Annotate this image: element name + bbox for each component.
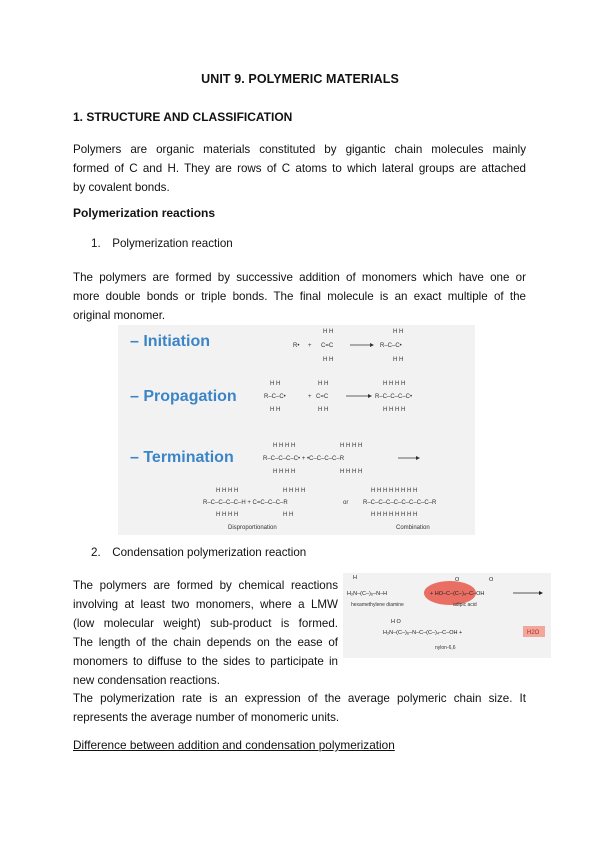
text-line: (low molecular weight) sub-product is formed. bbox=[73, 617, 338, 630]
svg-text:H H: H H bbox=[393, 329, 404, 335]
text-line: The polymers are formed by chemical reactions bbox=[73, 579, 338, 592]
svg-text:+ HO–C–(C–)₄–C–OH: + HO–C–(C–)₄–C–OH bbox=[430, 591, 485, 597]
rate-paragraph bbox=[73, 689, 526, 727]
condensation-scheme bbox=[343, 573, 551, 658]
svg-text:H H: H H bbox=[270, 407, 281, 413]
svg-text:H H H H: H H H H bbox=[340, 469, 363, 475]
addition-paragraph bbox=[73, 268, 526, 325]
text-line: The polymerization rate is an expression of the average polymeric chain size. It bbox=[73, 692, 526, 705]
text-line: The polymers are formed by successive addition of monomers which have one or bbox=[73, 271, 526, 284]
svg-text:R–C–C–C–C–H + C=C–C–C–R: R–C–C–C–C–H + C=C–C–C–R bbox=[203, 500, 288, 506]
page-title: UNIT 9. POLYMERIC MATERIALS bbox=[201, 72, 399, 86]
addition-polymerization-figure bbox=[118, 325, 475, 535]
svg-text:H H: H H bbox=[323, 329, 334, 335]
svg-text:R•: R• bbox=[293, 343, 300, 349]
svg-text:R–C–C•: R–C–C• bbox=[380, 343, 402, 349]
svg-text:H H H H: H H H H bbox=[273, 469, 296, 475]
svg-text:H H: H H bbox=[323, 357, 334, 363]
svg-text:H H: H H bbox=[393, 357, 404, 363]
list-label: Condensation polymerization reaction bbox=[112, 546, 307, 559]
svg-text:R–C–C–C–C• + •C–C–C–C–R: R–C–C–C–C• + •C–C–C–C–R bbox=[263, 456, 345, 462]
condensation-paragraph bbox=[73, 576, 338, 690]
difference-heading: Difference between addition and condensation polymerization bbox=[73, 738, 395, 752]
svg-text:H₂N–(C–)₆–N–H: H₂N–(C–)₆–N–H bbox=[347, 591, 388, 597]
hexamethylene-label: hexamethylene diamine bbox=[351, 602, 404, 608]
condensation-reaction-figure bbox=[343, 573, 551, 658]
svg-text:R–C–C–C–C•: R–C–C–C–C• bbox=[375, 394, 413, 400]
svg-text:H: H bbox=[353, 575, 357, 581]
svg-text:O: O bbox=[455, 577, 460, 583]
svg-text:H₂N–(C–)₆–N–C–(C–)₄–C–OH +: H₂N–(C–)₆–N–C–(C–)₄–C–OH + bbox=[383, 630, 463, 636]
stage-initiation: – Initiation bbox=[130, 333, 210, 350]
text-line: new condensation reactions. bbox=[73, 674, 220, 687]
stage-termination: – Termination bbox=[130, 449, 234, 466]
text-line: monomers to diffuse to the sides to participate in bbox=[73, 655, 338, 668]
intro-paragraph bbox=[73, 140, 526, 197]
svg-text:H H H H: H H H H bbox=[383, 381, 406, 387]
svg-text:H O: H O bbox=[391, 619, 401, 625]
section-heading: 1. STRUCTURE AND CLASSIFICATION bbox=[73, 110, 293, 124]
svg-text:H H: H H bbox=[283, 512, 294, 518]
text-line: represents the average number of monomeric units. bbox=[73, 711, 340, 724]
list-item bbox=[91, 237, 233, 250]
reaction-schemes bbox=[118, 325, 475, 535]
text-line: original monomer. bbox=[73, 309, 166, 322]
svg-text:H H H H H H H H: H H H H H H H H bbox=[371, 488, 418, 494]
svg-text:+: + bbox=[308, 394, 312, 400]
svg-text:H H H H: H H H H bbox=[340, 443, 363, 449]
svg-text:H H H H: H H H H bbox=[216, 488, 239, 494]
svg-text:H H H H: H H H H bbox=[383, 407, 406, 413]
nylon-label: nylon-6,6 bbox=[435, 645, 456, 651]
list-number: 2. bbox=[91, 546, 101, 559]
text-line: The length of the chain depends on the ease of bbox=[73, 636, 338, 649]
subsection-heading: Polymerization reactions bbox=[73, 206, 216, 220]
or-label: or bbox=[343, 500, 349, 506]
svg-text:+: + bbox=[308, 343, 312, 349]
svg-text:C=C: C=C bbox=[321, 343, 334, 349]
svg-text:H H H H: H H H H bbox=[273, 443, 296, 449]
svg-text:R–C–C•: R–C–C• bbox=[264, 394, 286, 400]
svg-text:H H: H H bbox=[270, 381, 281, 387]
water-label: H2O bbox=[527, 630, 540, 636]
adipic-label: adipic acid bbox=[453, 602, 477, 608]
svg-text:R–C–C–C–C–C–C–C–C–R: R–C–C–C–C–C–C–C–C–R bbox=[363, 500, 437, 506]
svg-text:H H H H: H H H H bbox=[283, 488, 306, 494]
text-line: formed of C and H. They are rows of C atoms to which lateral groups are attached bbox=[73, 162, 526, 175]
disproportionation-label: Disproportionation bbox=[228, 525, 277, 531]
svg-text:C=C: C=C bbox=[316, 394, 329, 400]
svg-text:H H: H H bbox=[318, 407, 329, 413]
text-line: Polymers are organic materials constituted by gigantic chain molecules mainly bbox=[73, 143, 526, 156]
svg-text:H H H H H H H H: H H H H H H H H bbox=[371, 512, 418, 518]
list-number: 1. bbox=[91, 237, 101, 250]
svg-text:H H: H H bbox=[318, 381, 329, 387]
text-line: by covalent bonds. bbox=[73, 181, 170, 194]
list-label: Polymerization reaction bbox=[112, 237, 233, 250]
combination-label: Combination bbox=[396, 525, 430, 531]
text-line: more double bonds or triple bonds. The final molecule is an exact multiple of the bbox=[73, 290, 526, 303]
svg-text:O: O bbox=[489, 577, 494, 583]
stage-propagation: – Propagation bbox=[130, 388, 237, 405]
svg-text:H H H H: H H H H bbox=[216, 512, 239, 518]
list-item bbox=[91, 546, 306, 559]
text-line: involving at least two monomers, where a LMW bbox=[73, 598, 338, 611]
